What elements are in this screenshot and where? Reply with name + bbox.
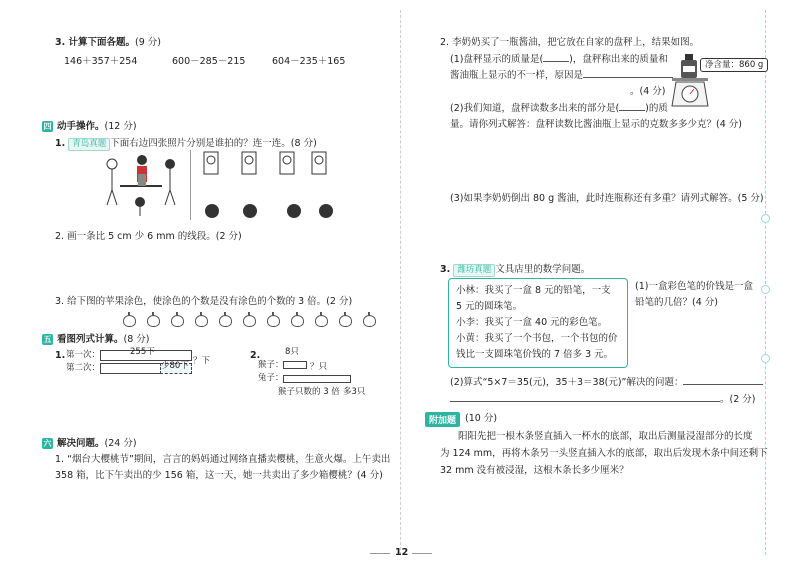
binding-hole [761, 354, 770, 363]
rabbit-question: ？只 [310, 362, 328, 372]
s5-p1-num: 1. [55, 350, 66, 361]
apple-icon[interactable] [171, 315, 184, 327]
footer-rule-right [412, 553, 432, 554]
day1-label: 第一次： [66, 350, 101, 360]
kids-table-illustration [100, 150, 190, 218]
apple-icon[interactable] [123, 315, 136, 327]
bar-day2 [100, 363, 162, 374]
s4-q1: 1. 青岛真题 下面右边四张照片分别是谁拍的？连一连。(8 分) [55, 138, 317, 149]
r-q2-title: 2. 李奶奶买了一瓶酱油，把它放在自家的盘秤上，结果如图。 [440, 37, 700, 48]
r-q3-p2-line1: (2)算式“5×7＝35(元)，35＋3＝38(元)”解决的问题： [450, 376, 763, 389]
note-three-times: 猴子只数的 3 倍 [278, 387, 340, 397]
section-title: 看图列式计算。(8 分) [57, 334, 150, 345]
r-q2-p3: (3)如果李奶奶倒出 80 g 酱油，此时连瓶称还有多重？请列式解答。(5 分) [450, 193, 764, 204]
apple-icon[interactable] [339, 315, 352, 327]
r-q2-p2-line2: 量。请你列式解答：盘秤读数比酱油瓶上显示的克数多多少克？(4 分) [450, 119, 742, 130]
extra-line1: 阳阳先把一根木条竖直插入一杯水的底部，取出后测量浸湿部分的长度 [458, 431, 753, 442]
dialog-line: 5 元的圆珠笔。 [456, 301, 523, 312]
apple-icon[interactable] [267, 315, 280, 327]
rabbit-label: 兔子： [258, 373, 284, 383]
note-three-more: 多3只 [343, 387, 366, 397]
source-tag: 青岛真题 [68, 138, 110, 151]
r-q3-p2-line2: 。(2 分) [450, 393, 755, 406]
s4-q2: 2. 画一条比 5 cm 少 6 mm 的线段。(2 分) [55, 231, 242, 242]
section-number-badge: 四 [43, 122, 52, 131]
binding-hole [761, 214, 770, 223]
apple-icon[interactable] [195, 315, 208, 327]
r-q3-title: 3. 潍坊真题 文具店里的数学问题。 [440, 264, 591, 275]
monkey-label: 猴子： [258, 360, 284, 370]
page-divider [400, 10, 401, 555]
net-content-label: 净含量：860 g [700, 58, 768, 72]
photos-row-bottom [200, 200, 340, 222]
apple-icon[interactable] [147, 315, 160, 327]
s4-q3: 3. 给下图的苹果涂色，使涂色的个数是没有涂色的个数的 3 倍。(2 分) [55, 296, 353, 307]
r-q3-p1-line1: (1)一盒彩色笔的价钱是一盒 [635, 281, 753, 292]
extra-score: (10 分) [465, 413, 498, 424]
bar-monkey [283, 361, 307, 369]
r-q2-p2-line1: (2)我们知道，盘秤读数多出来的部分是( )的质 [450, 103, 668, 114]
apple-icon[interactable] [243, 315, 256, 327]
s6-q1-line1: 1. “烟台大樱桃节”期间，言言的妈妈通过网络直播卖樱桃，生意火爆。上午卖出 [55, 454, 391, 465]
apple-icon[interactable] [291, 315, 304, 327]
calc-expr-2: 600－285－215 [172, 56, 246, 67]
photos-row-top [200, 150, 330, 180]
binding-hole [761, 285, 770, 294]
monkey-count: 8只 [285, 347, 299, 357]
r-q3-p1-line2: 铅笔的几倍？(4 分) [635, 297, 718, 308]
footer-rule-left [370, 553, 390, 554]
day1-value: 255下 [130, 347, 155, 357]
dialog-line: 小林：我买了一盒 8 元的铅笔，一支 [456, 285, 611, 296]
section-title: 动手操作。(12 分) [57, 121, 137, 132]
dialog-line: 钱比一支圆珠笔价钱的 7 倍多 3 元。 [456, 349, 614, 360]
extra-line3: 32 mm 没有被浸湿，这根木条长多少厘米？ [440, 465, 629, 476]
day2-label: 第二次： [66, 363, 101, 373]
apple-icon[interactable] [315, 315, 328, 327]
dialog-line: 小李：我买了一盒 40 元的彩色笔。 [456, 317, 608, 328]
r-q2-p1-line2: 酱油瓶上显示的不一样，原因是 [450, 69, 673, 82]
bar-rabbit [283, 375, 351, 383]
calc-expr-1: 146＋357＋254 [64, 56, 138, 67]
apple-icon[interactable] [219, 315, 232, 327]
page-number: 12 [395, 547, 409, 558]
section-number-badge: 五 [43, 335, 52, 344]
q3-heading: 3. 计算下面各题。(9 分) [55, 37, 162, 48]
extra-question-badge: 附加题 [425, 412, 460, 427]
dialog-line: 小黄：我买了一个书包，一个书包的价 [456, 333, 618, 344]
s5-p2-num: 2. [250, 350, 261, 361]
vertical-rule [190, 150, 191, 220]
r-q2-p1-score: 。(4 分) [630, 86, 666, 97]
apple-icon[interactable] [363, 315, 376, 327]
source-tag: 潍坊真题 [453, 264, 495, 277]
total-question: ？下 [193, 356, 211, 366]
section-number-badge: 六 [43, 439, 52, 448]
r-q2-p1-line1: (1)盘秤显示的质量是( )，盘秤称出来的质量和 [450, 54, 668, 65]
section-title: 解决问题。(24 分) [57, 438, 137, 449]
extra-line2: 为 124 mm，再将木条另一头竖直插入水的底部，取出后发现木条中间还剩下 [440, 448, 768, 459]
binding-edge [765, 10, 766, 555]
s6-q1-line2: 358 箱，比下午卖出的少 156 箱，这一天，她一共卖出了多少箱樱桃？(4 分) [55, 470, 383, 481]
calc-expr-3: 604－235＋165 [272, 56, 346, 67]
day2-value: 少80下 [161, 361, 189, 371]
